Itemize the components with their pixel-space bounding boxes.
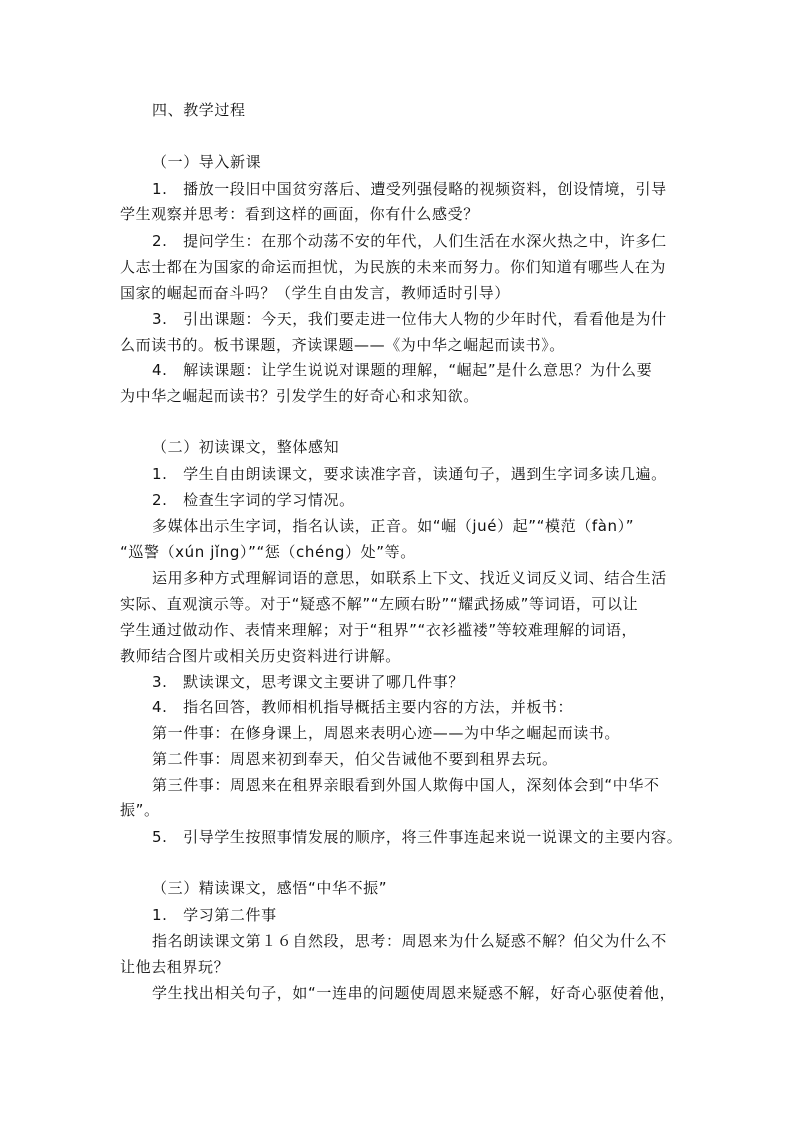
paragraph-line: 学生通过做动作、表情来理解；对于“租界”“衣衫褴褛”等较难理解的词语，: [120, 621, 638, 639]
section-title: （二）初读课文，整体感知: [152, 438, 340, 456]
paragraph-line: 第二件事：周恩来初到奉天，伯父告诫他不要到租界去玩。: [152, 750, 558, 768]
section-title: （三）精读课文，感悟“中华不振”: [152, 879, 388, 897]
paragraph-line: 1. 学习第二件事: [152, 906, 277, 924]
paragraph-line: 振”。: [120, 801, 160, 819]
section-title: （一）导入新课: [152, 153, 262, 171]
paragraph-line: 学生找出相关句子，如“一连串的问题使周恩来疑惑不解，好奇心驱使着他，: [152, 984, 676, 1002]
paragraph-line: 2. 提问学生：在那个动荡不安的年代，人们生活在水深火热之中，许多仁: [152, 232, 667, 250]
paragraph-line: 实际、直观演示等。对于“疑惑不解”“左顾右盼”“耀武扬威”等词语，可以让: [120, 595, 639, 613]
paragraph-line: 运用多种方式理解词语的意思，如联系上下文、找近义词反义词、结合生活: [152, 569, 667, 587]
paragraph-line: 多媒体出示生字词，指名认读，正音。如“崛（jué）起”“模范（fàn）”: [152, 517, 635, 535]
paragraph-line: 人志士都在为国家的命运而担忧，为民族的未来而努力。你们知道有哪些人在为: [120, 258, 667, 276]
paragraph-line: 让他去租界玩？: [120, 958, 230, 976]
paragraph-line: 第一件事：在修身课上，周恩来表明心迹——为中华之崛起而读书。: [152, 724, 621, 742]
paragraph-line: “巡警（xún jǐng）”“惩（chéng）处”等。: [120, 543, 416, 561]
paragraph-line: 4. 解读课题：让学生说说对课题的理解，“崛起”是什么意思？为什么要: [152, 361, 653, 379]
paragraph-line: 学生观察并思考：看到这样的画面，你有什么感受？: [120, 205, 479, 223]
document-heading: 四、教学过程: [152, 101, 246, 119]
paragraph-line: 3. 默读课文，思考课文主要讲了哪几件事？: [152, 673, 464, 691]
paragraph-line: 4. 指名回答，教师相机指导概括主要内容的方法，并板书：: [152, 698, 574, 716]
paragraph-line: 第三件事：周恩来在租界亲眼看到外国人欺侮中国人，深刻体会到“中华不: [152, 776, 660, 794]
paragraph-line: 5. 引导学生按照事情发展的顺序，将三件事连起来说一说课文的主要内容。: [152, 828, 683, 846]
paragraph-line: 国家的崛起而奋斗吗？（学生自由发言，教师适时引导）: [120, 284, 511, 302]
paragraph-line: 2. 检查生字词的学习情况。: [152, 491, 355, 509]
paragraph-line: 为中华之崛起而读书？引发学生的好奇心和求知欲。: [120, 387, 479, 405]
paragraph-line: 么而读书的。板书课题，齐读课题——《为中华之崛起而读书》。: [120, 336, 565, 354]
paragraph-line: 指名朗读课文第１６自然段，思考：周恩来为什么疑惑不解？伯父为什么不: [152, 932, 667, 950]
paragraph-line: 教师结合图片或相关历史资料进行讲解。: [120, 647, 401, 665]
paragraph-line: 3. 引出课题：今天，我们要走进一位伟大人物的少年时代，看看他是为什: [152, 310, 667, 328]
paragraph-line: 1. 播放一段旧中国贫穷落后、遭受列强侵略的视频资料，创设情境，引导: [152, 180, 667, 198]
paragraph-line: 1. 学生自由朗读课文，要求读准字音，读通句子，遇到生字词多读几遍。: [152, 465, 667, 483]
